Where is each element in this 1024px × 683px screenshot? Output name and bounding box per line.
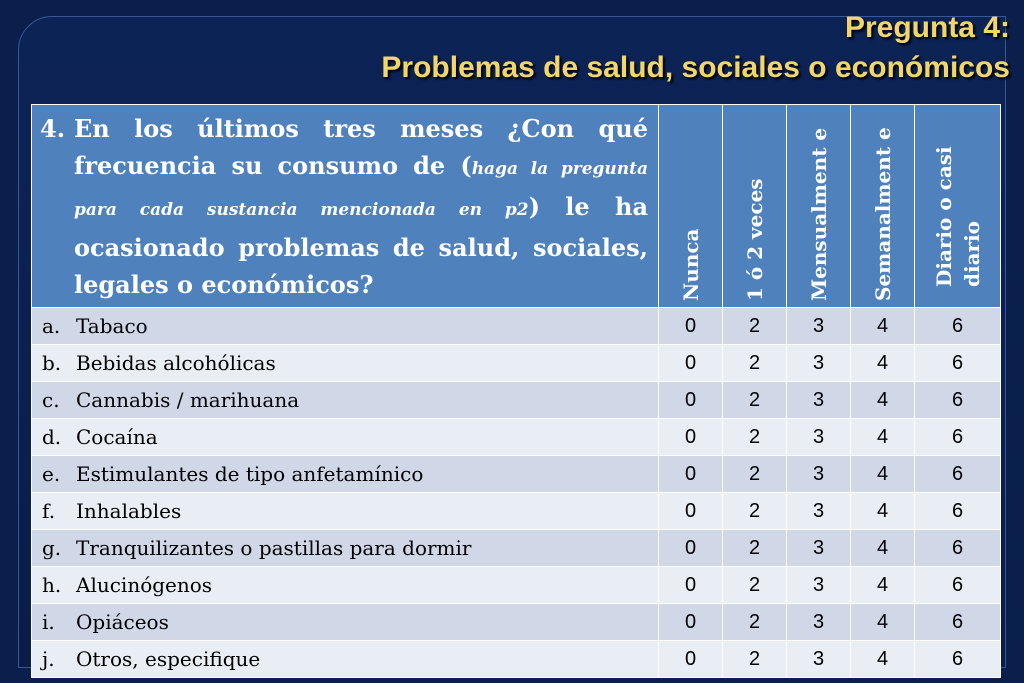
score-cell: 2 bbox=[723, 345, 787, 382]
row-letter: a. bbox=[42, 314, 61, 338]
score-cell: 4 bbox=[851, 456, 915, 493]
score-cell: 4 bbox=[851, 345, 915, 382]
score-cell: 3 bbox=[787, 493, 851, 530]
table-row bbox=[32, 604, 1001, 641]
row-label: Bebidas alcohólicas bbox=[76, 351, 276, 375]
score-cell: 2 bbox=[723, 456, 787, 493]
row-letter: f. bbox=[42, 499, 56, 523]
column-label: Diario o casi diario bbox=[931, 146, 984, 287]
score-cell: 2 bbox=[723, 604, 787, 641]
row-label-cell bbox=[32, 493, 659, 530]
score-cell: 0 bbox=[659, 567, 723, 604]
row-label: Opiáceos bbox=[76, 610, 169, 634]
score-cell: 6 bbox=[915, 308, 1001, 345]
score-cell: 0 bbox=[659, 641, 723, 678]
row-label: Otros, especifique bbox=[76, 647, 261, 671]
column-header-1-2-veces bbox=[723, 105, 787, 308]
score-cell: 4 bbox=[851, 604, 915, 641]
title-line-2: Problemas de salud, sociales o económicos bbox=[381, 51, 1010, 84]
row-letter: d. bbox=[42, 425, 62, 449]
score-cell: 0 bbox=[659, 456, 723, 493]
score-cell: 4 bbox=[851, 308, 915, 345]
score-cell: 6 bbox=[915, 530, 1001, 567]
score-cell: 6 bbox=[915, 641, 1001, 678]
table-row bbox=[32, 567, 1001, 604]
row-label-cell bbox=[32, 604, 659, 641]
score-cell: 0 bbox=[659, 345, 723, 382]
score-cell: 3 bbox=[787, 604, 851, 641]
score-cell: 2 bbox=[723, 419, 787, 456]
frequency-table bbox=[31, 104, 1001, 678]
row-label-cell bbox=[32, 641, 659, 678]
table-row bbox=[32, 382, 1001, 419]
row-label-cell bbox=[32, 419, 659, 456]
question-text bbox=[74, 110, 648, 303]
score-cell: 0 bbox=[659, 382, 723, 419]
score-cell: 6 bbox=[915, 493, 1001, 530]
score-cell: 2 bbox=[723, 641, 787, 678]
row-label: Inhalables bbox=[76, 499, 182, 523]
row-label: Tabaco bbox=[76, 314, 148, 338]
question-text-italic: haga la pregunta para cada sustancia mencionada en p2 bbox=[74, 159, 648, 220]
score-cell: 6 bbox=[915, 419, 1001, 456]
row-label-cell bbox=[32, 456, 659, 493]
score-cell: 4 bbox=[851, 419, 915, 456]
table-row bbox=[32, 308, 1001, 345]
question-header bbox=[32, 105, 659, 308]
row-label: Cocaína bbox=[76, 425, 158, 449]
score-cell: 0 bbox=[659, 604, 723, 641]
score-cell: 3 bbox=[787, 345, 851, 382]
column-header-diario bbox=[915, 105, 1001, 308]
column-label: 1 ó 2 veces bbox=[742, 178, 767, 301]
score-cell: 4 bbox=[851, 530, 915, 567]
row-label-cell bbox=[32, 308, 659, 345]
score-cell: 4 bbox=[851, 567, 915, 604]
score-cell: 6 bbox=[915, 456, 1001, 493]
score-cell: 6 bbox=[915, 567, 1001, 604]
score-cell: 6 bbox=[915, 604, 1001, 641]
column-label: Nunca bbox=[678, 228, 703, 301]
question-text-a: En los últimos tres meses ¿Con qué frecuencia su consumo de ( bbox=[74, 114, 648, 180]
row-label-cell bbox=[32, 382, 659, 419]
table-row bbox=[32, 419, 1001, 456]
column-header-nunca bbox=[659, 105, 723, 308]
title-line-1: Pregunta 4: bbox=[844, 11, 1010, 44]
question-number: 4. bbox=[40, 114, 66, 143]
score-cell: 2 bbox=[723, 530, 787, 567]
score-cell: 3 bbox=[787, 456, 851, 493]
row-letter: g. bbox=[42, 536, 62, 560]
table-row bbox=[32, 493, 1001, 530]
column-header-semanalmente bbox=[851, 105, 915, 308]
table-row bbox=[32, 345, 1001, 382]
row-letter: h. bbox=[42, 573, 62, 597]
score-cell: 4 bbox=[851, 641, 915, 678]
row-letter: e. bbox=[42, 462, 61, 486]
score-cell: 3 bbox=[787, 641, 851, 678]
row-label-cell bbox=[32, 530, 659, 567]
slide-title bbox=[381, 8, 1010, 88]
row-label: Alucinógenos bbox=[76, 573, 213, 597]
score-cell: 3 bbox=[787, 530, 851, 567]
row-letter: j. bbox=[42, 647, 55, 671]
row-letter: i. bbox=[42, 610, 55, 634]
score-cell: 6 bbox=[915, 382, 1001, 419]
score-cell: 0 bbox=[659, 530, 723, 567]
score-cell: 2 bbox=[723, 567, 787, 604]
row-letter: c. bbox=[42, 388, 60, 412]
row-label-cell bbox=[32, 345, 659, 382]
table-row bbox=[32, 456, 1001, 493]
score-cell: 0 bbox=[659, 493, 723, 530]
score-cell: 2 bbox=[723, 382, 787, 419]
score-cell: 3 bbox=[787, 567, 851, 604]
row-letter: b. bbox=[42, 351, 62, 375]
score-cell: 0 bbox=[659, 419, 723, 456]
score-cell: 2 bbox=[723, 308, 787, 345]
score-cell: 2 bbox=[723, 493, 787, 530]
score-cell: 3 bbox=[787, 382, 851, 419]
table-row bbox=[32, 641, 1001, 678]
column-header-mensualmente bbox=[787, 105, 851, 308]
score-cell: 4 bbox=[851, 493, 915, 530]
score-cell: 0 bbox=[659, 308, 723, 345]
table-row bbox=[32, 530, 1001, 567]
score-cell: 6 bbox=[915, 345, 1001, 382]
score-cell: 3 bbox=[787, 308, 851, 345]
column-label: Semanalment e bbox=[870, 127, 895, 301]
row-label: Estimulantes de tipo anfetamínico bbox=[76, 462, 424, 486]
question-text-b: ) le ha ocasionado problemas de salud, sociales, legales o económicos? bbox=[74, 192, 648, 299]
score-cell: 3 bbox=[787, 419, 851, 456]
row-label-cell bbox=[32, 567, 659, 604]
row-label: Tranquilizantes o pastillas para dormir bbox=[76, 536, 472, 560]
score-cell: 4 bbox=[851, 382, 915, 419]
column-label: Mensualment e bbox=[806, 127, 831, 301]
row-label: Cannabis / marihuana bbox=[76, 388, 300, 412]
